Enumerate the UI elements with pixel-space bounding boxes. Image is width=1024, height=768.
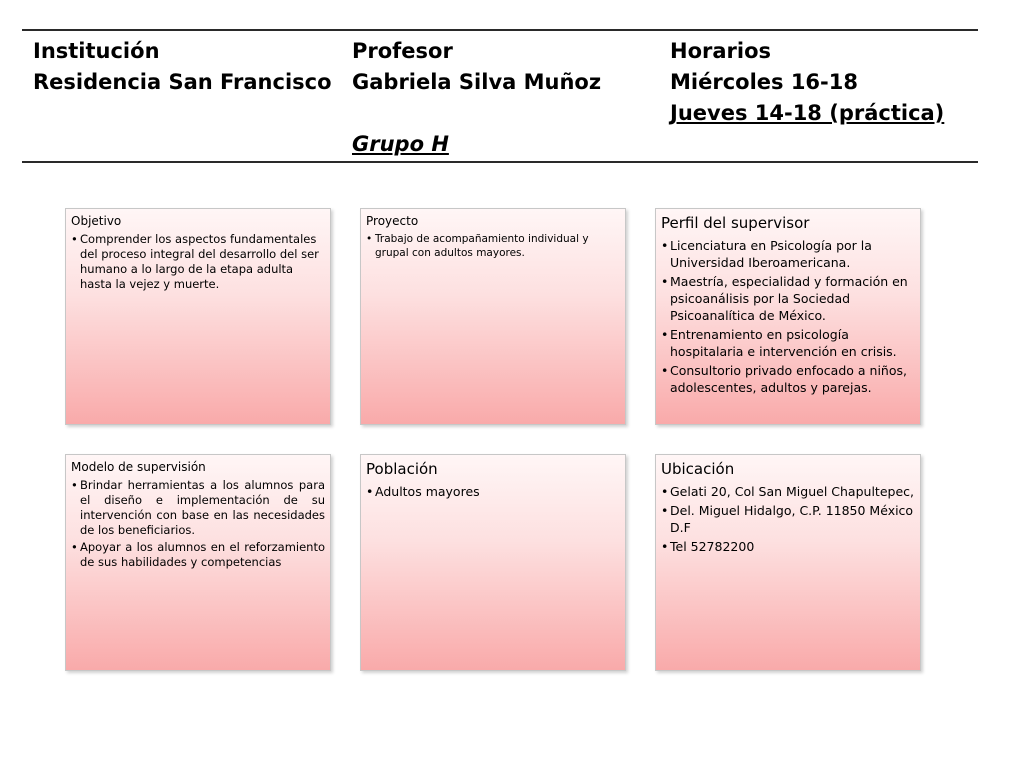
card-proyecto-item: • Trabajo de acompañamiento individual y grupal con adultos mayores. xyxy=(366,232,620,260)
card-objetivo xyxy=(65,208,331,425)
card-modelo-supervision xyxy=(65,454,331,671)
card-objetivo-title: Objetivo xyxy=(71,214,122,228)
horario-line-1: Miércoles 16-18 xyxy=(670,70,858,94)
card-modelo-item: • Apoyar a los alumnos en el reforzamiento de sus habilidades y competencias xyxy=(71,540,325,570)
card-perfil-title: Perfil del supervisor xyxy=(661,214,810,232)
card-perfil-item: • Entrenamiento en psicología hospitalaria e intervención en crisis. xyxy=(661,326,915,360)
header-spacer xyxy=(352,98,601,129)
card-ubicacion-item: • Del. Miguel Hidalgo, C.P. 11850 México D.F xyxy=(661,502,915,536)
card-ubicacion-title: Ubicación xyxy=(661,460,735,478)
card-ubicacion-item: • Gelati 20, Col San Miguel Chapultepec, xyxy=(661,483,915,500)
card-poblacion xyxy=(360,454,626,671)
card-perfil-item: • Consultorio privado enfocado a niños, adolescentes, adultos y parejas. xyxy=(661,362,915,396)
profesor-value: Gabriela Silva Muñoz xyxy=(352,70,602,94)
horario-line-2: Jueves 14-18 (práctica) xyxy=(670,101,945,125)
card-perfil-supervisor xyxy=(655,208,921,425)
card-ubicacion xyxy=(655,454,921,671)
card-modelo-item: • Brindar herramientas a los alumnos para el diseño e implementación de su intervención con base en las necesidades de los beneficiarios. xyxy=(71,478,325,538)
card-proyecto-title: Proyecto xyxy=(366,214,419,228)
horarios-label: Horarios xyxy=(670,39,772,63)
card-proyecto-list xyxy=(366,232,620,260)
card-ubicacion-item: • Tel 52782200 xyxy=(661,538,915,555)
header-profesor xyxy=(352,36,601,160)
card-poblacion-item: • Adultos mayores xyxy=(366,483,620,500)
institucion-label: Institución xyxy=(33,39,160,63)
card-perfil-item: • Licenciatura en Psicología por la Universidad Iberoamericana. xyxy=(661,237,915,271)
header-horarios xyxy=(670,36,944,129)
header-top-rule xyxy=(22,29,978,31)
card-objetivo-list xyxy=(71,232,325,292)
header-institucion xyxy=(33,36,332,98)
profesor-label: Profesor xyxy=(352,39,453,63)
card-modelo-title: Modelo de supervisión xyxy=(71,460,206,474)
card-ubicacion-list xyxy=(661,483,915,555)
card-proyecto xyxy=(360,208,626,425)
header-bottom-rule xyxy=(22,161,978,163)
card-objetivo-item: • Comprender los aspectos fundamentales del proceso integral del desarrollo del ser humano a lo largo de la etapa adulta hasta la vejez y muerte. xyxy=(71,232,325,292)
card-perfil-list xyxy=(661,237,915,396)
institucion-value: Residencia San Francisco xyxy=(33,70,332,94)
card-poblacion-list xyxy=(366,483,620,500)
grupo-value: Grupo H xyxy=(352,132,449,156)
card-poblacion-title: Población xyxy=(366,460,438,478)
card-perfil-item: • Maestría, especialidad y formación en psicoanálisis por la Sociedad Psicoanalítica de México. xyxy=(661,273,915,324)
card-modelo-list xyxy=(71,478,325,570)
